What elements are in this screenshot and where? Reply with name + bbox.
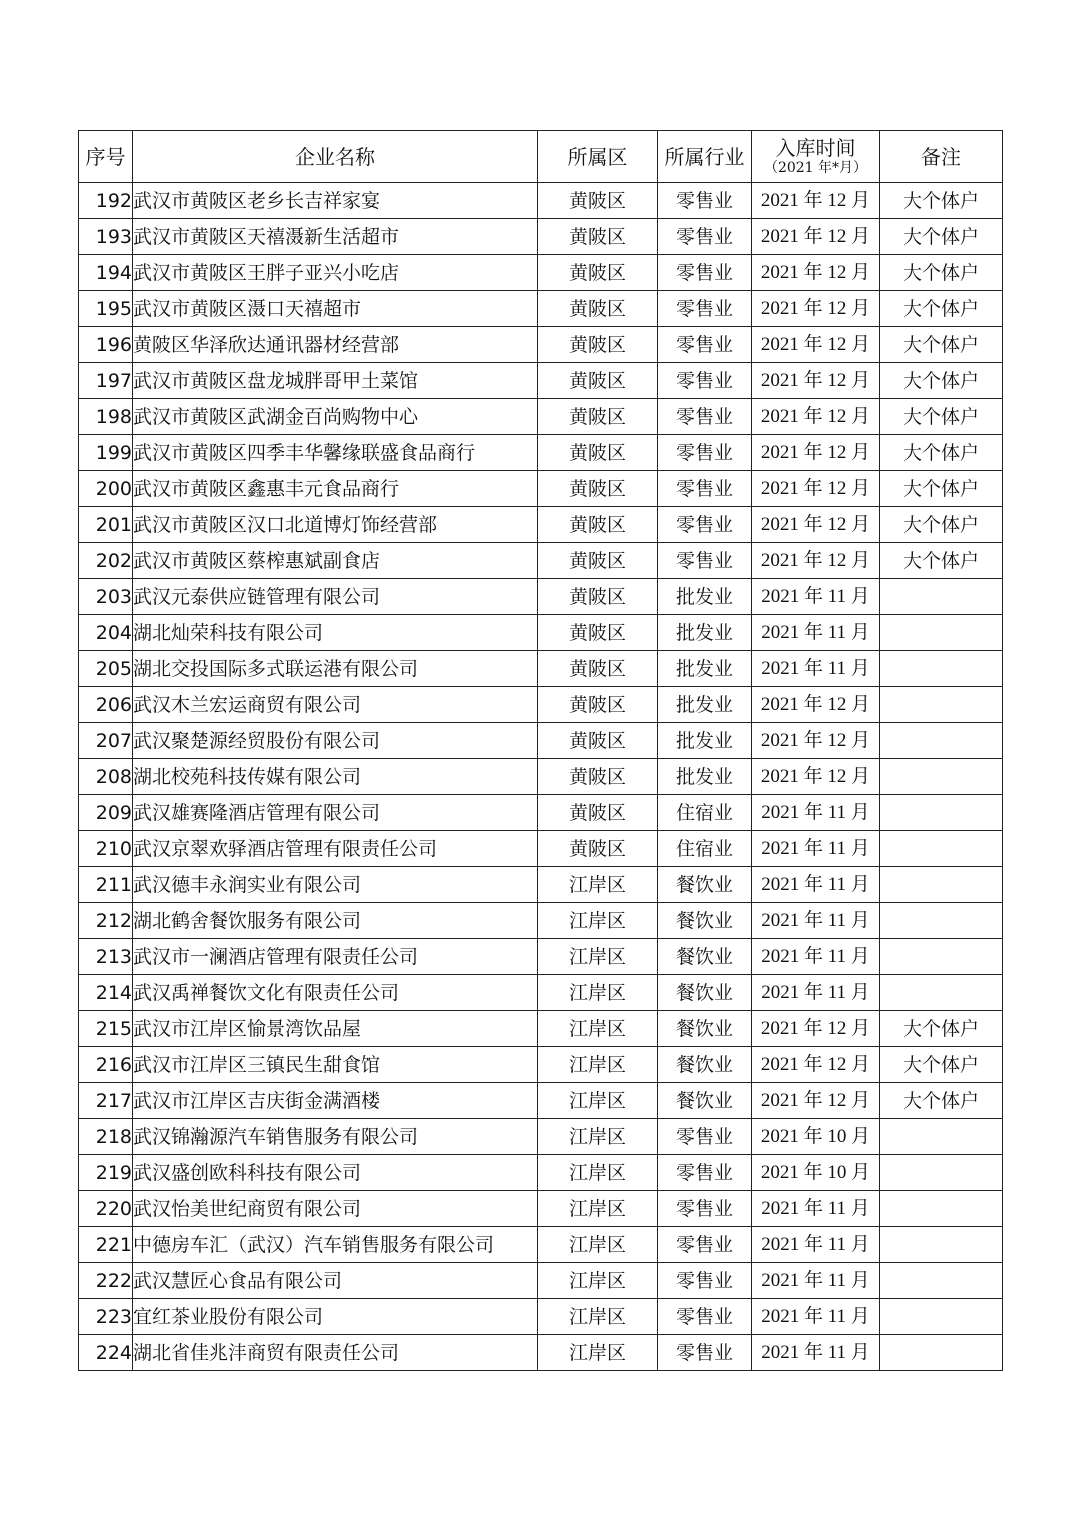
table-row [79, 363, 1003, 399]
note-cell [880, 687, 1003, 723]
entry-date-cell: 2021 年 11 月 [752, 1191, 880, 1227]
table-row [79, 939, 1003, 975]
district-cell: 黄陂区 [538, 255, 658, 291]
industry-cell: 批发业 [658, 723, 752, 759]
industry-cell: 住宿业 [658, 795, 752, 831]
row-number: 196 [79, 327, 133, 363]
district-cell: 黄陂区 [538, 651, 658, 687]
company-name: 武汉市黄陂区滠口天禧超市 [133, 291, 538, 327]
table-row [79, 1083, 1003, 1119]
row-number: 223 [79, 1299, 133, 1335]
industry-cell: 零售业 [658, 1335, 752, 1371]
district-cell: 黄陂区 [538, 831, 658, 867]
note-cell [880, 615, 1003, 651]
industry-cell: 零售业 [658, 543, 752, 579]
table-row [79, 1119, 1003, 1155]
note-cell [880, 723, 1003, 759]
district-cell: 江岸区 [538, 903, 658, 939]
entry-date-cell: 2021 年 10 月 [752, 1119, 880, 1155]
table-header [79, 131, 1003, 183]
row-number: 221 [79, 1227, 133, 1263]
district-cell: 黄陂区 [538, 471, 658, 507]
industry-cell: 零售业 [658, 507, 752, 543]
header-date-sub: （2021 年*月） [763, 160, 868, 176]
row-number: 203 [79, 579, 133, 615]
company-name: 武汉慧匠心食品有限公司 [133, 1263, 538, 1299]
enterprise-table [78, 130, 1003, 1371]
industry-cell: 餐饮业 [658, 867, 752, 903]
row-number: 201 [79, 507, 133, 543]
entry-date-cell: 2021 年 12 月 [752, 687, 880, 723]
district-cell: 黄陂区 [538, 363, 658, 399]
district-cell: 黄陂区 [538, 687, 658, 723]
industry-cell: 批发业 [658, 651, 752, 687]
company-name: 武汉木兰宏运商贸有限公司 [133, 687, 538, 723]
table-row [79, 723, 1003, 759]
entry-date-cell: 2021 年 12 月 [752, 399, 880, 435]
company-name: 武汉怡美世纪商贸有限公司 [133, 1191, 538, 1227]
district-cell: 黄陂区 [538, 399, 658, 435]
note-cell [880, 1299, 1003, 1335]
industry-cell: 零售业 [658, 471, 752, 507]
entry-date-cell: 2021 年 12 月 [752, 219, 880, 255]
table-row [79, 687, 1003, 723]
table-row [79, 1191, 1003, 1227]
company-name: 武汉盛创欧科科技有限公司 [133, 1155, 538, 1191]
row-number: 205 [79, 651, 133, 687]
entry-date-cell: 2021 年 11 月 [752, 1227, 880, 1263]
company-name: 武汉市江岸区吉庆街金满酒楼 [133, 1083, 538, 1119]
entry-date-cell: 2021 年 12 月 [752, 255, 880, 291]
district-cell: 黄陂区 [538, 219, 658, 255]
table-row [79, 255, 1003, 291]
company-name: 武汉市黄陂区盘龙城胖哥甲土菜馆 [133, 363, 538, 399]
table-row [79, 471, 1003, 507]
district-cell: 黄陂区 [538, 615, 658, 651]
note-cell [880, 831, 1003, 867]
row-number: 204 [79, 615, 133, 651]
row-number: 210 [79, 831, 133, 867]
district-cell: 黄陂区 [538, 183, 658, 219]
entry-date-cell: 2021 年 11 月 [752, 867, 880, 903]
note-cell: 大个体户 [880, 399, 1003, 435]
industry-cell: 批发业 [658, 687, 752, 723]
row-number: 222 [79, 1263, 133, 1299]
note-cell [880, 579, 1003, 615]
row-number: 207 [79, 723, 133, 759]
table-row [79, 975, 1003, 1011]
entry-date-cell: 2021 年 11 月 [752, 831, 880, 867]
entry-date-cell: 2021 年 12 月 [752, 471, 880, 507]
industry-cell: 餐饮业 [658, 1011, 752, 1047]
header-industry: 所属行业 [658, 131, 752, 183]
entry-date-cell: 2021 年 12 月 [752, 543, 880, 579]
note-cell: 大个体户 [880, 1047, 1003, 1083]
district-cell: 江岸区 [538, 867, 658, 903]
industry-cell: 餐饮业 [658, 1047, 752, 1083]
industry-cell: 零售业 [658, 1227, 752, 1263]
entry-date-cell: 2021 年 11 月 [752, 615, 880, 651]
table-row [79, 1299, 1003, 1335]
note-cell: 大个体户 [880, 543, 1003, 579]
entry-date-cell: 2021 年 11 月 [752, 939, 880, 975]
table-row [79, 1011, 1003, 1047]
table-row [79, 291, 1003, 327]
entry-date-cell: 2021 年 11 月 [752, 579, 880, 615]
industry-cell: 批发业 [658, 615, 752, 651]
table-row [79, 1335, 1003, 1371]
company-name: 黄陂区华泽欣达通讯器材经营部 [133, 327, 538, 363]
header-date-main: 入库时间 [775, 136, 856, 160]
entry-date-cell: 2021 年 12 月 [752, 759, 880, 795]
row-number: 209 [79, 795, 133, 831]
row-number: 199 [79, 435, 133, 471]
table-row [79, 1263, 1003, 1299]
note-cell [880, 795, 1003, 831]
district-cell: 黄陂区 [538, 327, 658, 363]
row-number: 202 [79, 543, 133, 579]
entry-date-cell: 2021 年 11 月 [752, 1335, 880, 1371]
industry-cell: 零售业 [658, 1119, 752, 1155]
table-row [79, 435, 1003, 471]
industry-cell: 零售业 [658, 1263, 752, 1299]
district-cell: 江岸区 [538, 975, 658, 1011]
header-note: 备注 [880, 131, 1003, 183]
note-cell: 大个体户 [880, 219, 1003, 255]
note-cell: 大个体户 [880, 291, 1003, 327]
table-row [79, 507, 1003, 543]
entry-date-cell: 2021 年 12 月 [752, 327, 880, 363]
company-name: 武汉市黄陂区王胖子亚兴小吃店 [133, 255, 538, 291]
industry-cell: 餐饮业 [658, 939, 752, 975]
district-cell: 江岸区 [538, 939, 658, 975]
company-name: 湖北校苑科技传媒有限公司 [133, 759, 538, 795]
table-row [79, 1047, 1003, 1083]
table-row [79, 831, 1003, 867]
table-row [79, 579, 1003, 615]
table-row [79, 759, 1003, 795]
company-name: 湖北灿荣科技有限公司 [133, 615, 538, 651]
entry-date-cell: 2021 年 12 月 [752, 1011, 880, 1047]
table-row [79, 795, 1003, 831]
entry-date-cell: 2021 年 11 月 [752, 903, 880, 939]
note-cell: 大个体户 [880, 471, 1003, 507]
row-number: 195 [79, 291, 133, 327]
entry-date-cell: 2021 年 11 月 [752, 1299, 880, 1335]
entry-date-cell: 2021 年 10 月 [752, 1155, 880, 1191]
header-no: 序号 [79, 131, 133, 183]
row-number: 200 [79, 471, 133, 507]
row-number: 193 [79, 219, 133, 255]
note-cell [880, 1155, 1003, 1191]
industry-cell: 零售业 [658, 363, 752, 399]
district-cell: 江岸区 [538, 1047, 658, 1083]
district-cell: 黄陂区 [538, 291, 658, 327]
row-number: 212 [79, 903, 133, 939]
district-cell: 黄陂区 [538, 795, 658, 831]
district-cell: 黄陂区 [538, 723, 658, 759]
entry-date-cell: 2021 年 12 月 [752, 1083, 880, 1119]
row-number: 217 [79, 1083, 133, 1119]
entry-date-cell: 2021 年 11 月 [752, 651, 880, 687]
table-row [79, 651, 1003, 687]
industry-cell: 批发业 [658, 579, 752, 615]
district-cell: 黄陂区 [538, 579, 658, 615]
company-name: 武汉市黄陂区蔡榨惠斌副食店 [133, 543, 538, 579]
table-row [79, 327, 1003, 363]
row-number: 208 [79, 759, 133, 795]
note-cell: 大个体户 [880, 327, 1003, 363]
company-name: 武汉市黄陂区老乡长吉祥家宴 [133, 183, 538, 219]
company-name: 武汉市江岸区愉景湾饮品屋 [133, 1011, 538, 1047]
row-number: 206 [79, 687, 133, 723]
header-row [79, 131, 1003, 183]
row-number: 224 [79, 1335, 133, 1371]
note-cell: 大个体户 [880, 1011, 1003, 1047]
entry-date-cell: 2021 年 11 月 [752, 975, 880, 1011]
district-cell: 江岸区 [538, 1191, 658, 1227]
note-cell [880, 867, 1003, 903]
company-name: 武汉德丰永润实业有限公司 [133, 867, 538, 903]
note-cell [880, 759, 1003, 795]
company-name: 武汉元泰供应链管理有限公司 [133, 579, 538, 615]
row-number: 211 [79, 867, 133, 903]
note-cell [880, 903, 1003, 939]
district-cell: 江岸区 [538, 1335, 658, 1371]
note-cell: 大个体户 [880, 363, 1003, 399]
row-number: 219 [79, 1155, 133, 1191]
industry-cell: 零售业 [658, 183, 752, 219]
industry-cell: 零售业 [658, 1299, 752, 1335]
company-name: 武汉市黄陂区鑫惠丰元食品商行 [133, 471, 538, 507]
note-cell [880, 651, 1003, 687]
company-name: 武汉京翠欢驿酒店管理有限责任公司 [133, 831, 538, 867]
entry-date-cell: 2021 年 11 月 [752, 795, 880, 831]
industry-cell: 零售业 [658, 435, 752, 471]
table-row [79, 903, 1003, 939]
company-name: 武汉市黄陂区四季丰华馨缘联盛食品商行 [133, 435, 538, 471]
district-cell: 江岸区 [538, 1227, 658, 1263]
company-name: 宜红茶业股份有限公司 [133, 1299, 538, 1335]
note-cell: 大个体户 [880, 435, 1003, 471]
entry-date-cell: 2021 年 12 月 [752, 183, 880, 219]
industry-cell: 零售业 [658, 1191, 752, 1227]
table-row [79, 615, 1003, 651]
company-name: 武汉市江岸区三镇民生甜食馆 [133, 1047, 538, 1083]
row-number: 216 [79, 1047, 133, 1083]
district-cell: 江岸区 [538, 1083, 658, 1119]
table-row [79, 543, 1003, 579]
row-number: 213 [79, 939, 133, 975]
entry-date-cell: 2021 年 12 月 [752, 1047, 880, 1083]
district-cell: 黄陂区 [538, 759, 658, 795]
company-name: 中德房车汇（武汉）汽车销售服务有限公司 [133, 1227, 538, 1263]
company-name: 武汉市黄陂区汉口北道博灯饰经营部 [133, 507, 538, 543]
industry-cell: 零售业 [658, 1155, 752, 1191]
header-name: 企业名称 [133, 131, 538, 183]
table-row [79, 1227, 1003, 1263]
district-cell: 江岸区 [538, 1011, 658, 1047]
note-cell [880, 1191, 1003, 1227]
industry-cell: 零售业 [658, 291, 752, 327]
company-name: 武汉雄赛隆酒店管理有限公司 [133, 795, 538, 831]
note-cell [880, 1335, 1003, 1371]
row-number: 197 [79, 363, 133, 399]
company-name: 武汉市一澜酒店管理有限责任公司 [133, 939, 538, 975]
header-district: 所属区 [538, 131, 658, 183]
table-body [79, 183, 1003, 1371]
company-name: 武汉聚楚源经贸股份有限公司 [133, 723, 538, 759]
row-number: 192 [79, 183, 133, 219]
note-cell [880, 1227, 1003, 1263]
note-cell [880, 1119, 1003, 1155]
note-cell [880, 1263, 1003, 1299]
industry-cell: 零售业 [658, 255, 752, 291]
industry-cell: 零售业 [658, 219, 752, 255]
note-cell: 大个体户 [880, 507, 1003, 543]
district-cell: 黄陂区 [538, 435, 658, 471]
row-number: 194 [79, 255, 133, 291]
row-number: 198 [79, 399, 133, 435]
entry-date-cell: 2021 年 12 月 [752, 363, 880, 399]
row-number: 220 [79, 1191, 133, 1227]
company-name: 武汉锦瀚源汽车销售服务有限公司 [133, 1119, 538, 1155]
note-cell: 大个体户 [880, 183, 1003, 219]
district-cell: 黄陂区 [538, 507, 658, 543]
company-name: 武汉市黄陂区天禧滠新生活超市 [133, 219, 538, 255]
row-number: 215 [79, 1011, 133, 1047]
row-number: 214 [79, 975, 133, 1011]
table-row [79, 183, 1003, 219]
note-cell: 大个体户 [880, 255, 1003, 291]
row-number: 218 [79, 1119, 133, 1155]
table-row [79, 867, 1003, 903]
industry-cell: 零售业 [658, 327, 752, 363]
note-cell: 大个体户 [880, 1083, 1003, 1119]
industry-cell: 批发业 [658, 759, 752, 795]
industry-cell: 餐饮业 [658, 1083, 752, 1119]
entry-date-cell: 2021 年 12 月 [752, 723, 880, 759]
district-cell: 江岸区 [538, 1155, 658, 1191]
industry-cell: 零售业 [658, 399, 752, 435]
industry-cell: 餐饮业 [658, 975, 752, 1011]
company-name: 湖北交投国际多式联运港有限公司 [133, 651, 538, 687]
table-row [79, 219, 1003, 255]
district-cell: 黄陂区 [538, 543, 658, 579]
table-row [79, 1155, 1003, 1191]
company-name: 武汉禹禅餐饮文化有限责任公司 [133, 975, 538, 1011]
district-cell: 江岸区 [538, 1299, 658, 1335]
entry-date-cell: 2021 年 12 月 [752, 507, 880, 543]
note-cell [880, 939, 1003, 975]
industry-cell: 餐饮业 [658, 903, 752, 939]
entry-date-cell: 2021 年 12 月 [752, 435, 880, 471]
header-date [752, 131, 880, 183]
district-cell: 江岸区 [538, 1263, 658, 1299]
company-name: 湖北省佳兆沣商贸有限责任公司 [133, 1335, 538, 1371]
entry-date-cell: 2021 年 12 月 [752, 291, 880, 327]
company-name: 武汉市黄陂区武湖金百尚购物中心 [133, 399, 538, 435]
district-cell: 江岸区 [538, 1119, 658, 1155]
industry-cell: 住宿业 [658, 831, 752, 867]
table-row [79, 399, 1003, 435]
entry-date-cell: 2021 年 11 月 [752, 1263, 880, 1299]
company-name: 湖北鹤舍餐饮服务有限公司 [133, 903, 538, 939]
note-cell [880, 975, 1003, 1011]
